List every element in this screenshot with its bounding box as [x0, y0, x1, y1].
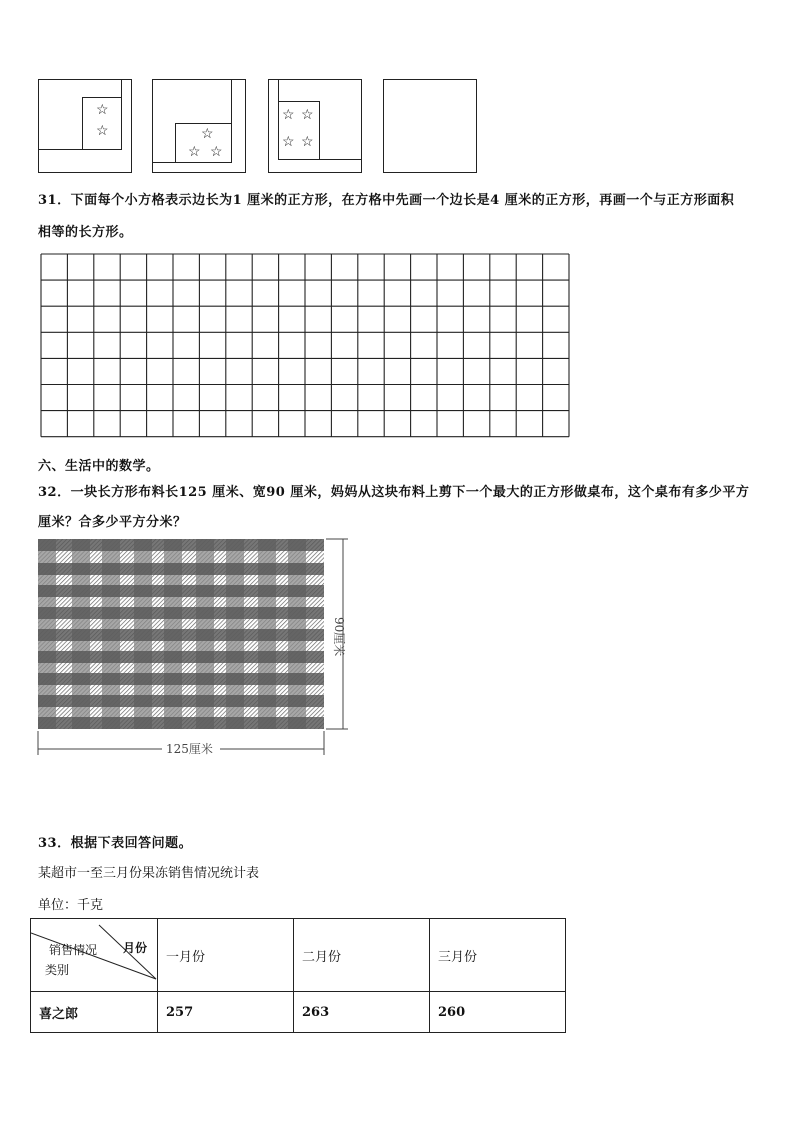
star-panel-3 [278, 101, 320, 160]
star-icon: ☆ [282, 134, 295, 150]
table-header-row [31, 919, 566, 992]
plaid-horizontal-band [38, 695, 324, 707]
row-value-feb: 263 [294, 992, 430, 1033]
star-icon: ☆ [188, 144, 201, 160]
section6-title: 六、生活中的数学。 [38, 459, 160, 474]
plaid-horizontal-band [38, 607, 324, 619]
pattern-box-1 [38, 79, 132, 173]
star-icon: ☆ [282, 107, 295, 123]
star-panel-1 [82, 97, 122, 150]
star-icon: ☆ [96, 123, 109, 139]
header-month-3: 三月份 [430, 919, 566, 992]
q31-line2: 相等的长方形。 [38, 225, 133, 240]
row-value-mar: 260 [430, 992, 566, 1033]
diagonal-header-cell [31, 919, 158, 992]
plaid-horizontal-band [38, 717, 324, 729]
plaid-horizontal-band [38, 563, 324, 575]
table-row [31, 992, 566, 1033]
star-icon: ☆ [201, 126, 214, 142]
star-icon: ☆ [210, 144, 223, 160]
star-icon: ☆ [301, 107, 314, 123]
plaid-horizontal-band [38, 651, 324, 663]
pattern-box-3 [268, 79, 362, 173]
star-icon: ☆ [301, 134, 314, 150]
pattern-box-4-empty[interactable] [383, 79, 477, 173]
diag-sales-label: 销售情况 [49, 943, 98, 957]
plaid-horizontal-band [38, 629, 324, 641]
diag-month-label: 月份 [123, 941, 148, 955]
q32-line1: 32．一块长方形布料长125 厘米、宽90 厘米，妈妈从这块布料上剪下一个最大的正方形做桌布，这个桌布有多少平方 [38, 485, 750, 500]
drawing-grid[interactable] [40, 253, 572, 439]
q32-line2: 厘米？合多少平方分米？ [38, 515, 187, 530]
pattern-box-2 [152, 79, 246, 173]
plaid-cloth-figure [30, 533, 360, 763]
q31-line1: 31．下面每个小方格表示边长为1 厘米的正方形，在方格中先画一个边长是4 厘米的正方形，再画一个与正方形面积 [38, 193, 735, 208]
header-month-1: 一月份 [158, 919, 294, 992]
plaid-horizontal-band [38, 585, 324, 597]
plaid-horizontal-band [38, 539, 324, 551]
q33-title: 33．根据下表回答问题。 [38, 836, 193, 851]
table-caption: 某超市一至三月份果冻销售情况统计表 [38, 866, 260, 881]
star-panel-2 [175, 123, 232, 163]
height-label: 90厘米 [332, 617, 346, 657]
star-icon: ☆ [96, 102, 109, 118]
unit-label: 单位：千克 [38, 898, 104, 913]
row-value-jan: 257 [158, 992, 294, 1033]
row-category: 喜之郎 [31, 992, 158, 1033]
plaid-horizontal-band [38, 673, 324, 685]
width-label: 125厘米 [166, 742, 213, 756]
header-month-2: 二月份 [294, 919, 430, 992]
sales-table [30, 918, 566, 1033]
diag-category-label: 类别 [45, 963, 70, 977]
